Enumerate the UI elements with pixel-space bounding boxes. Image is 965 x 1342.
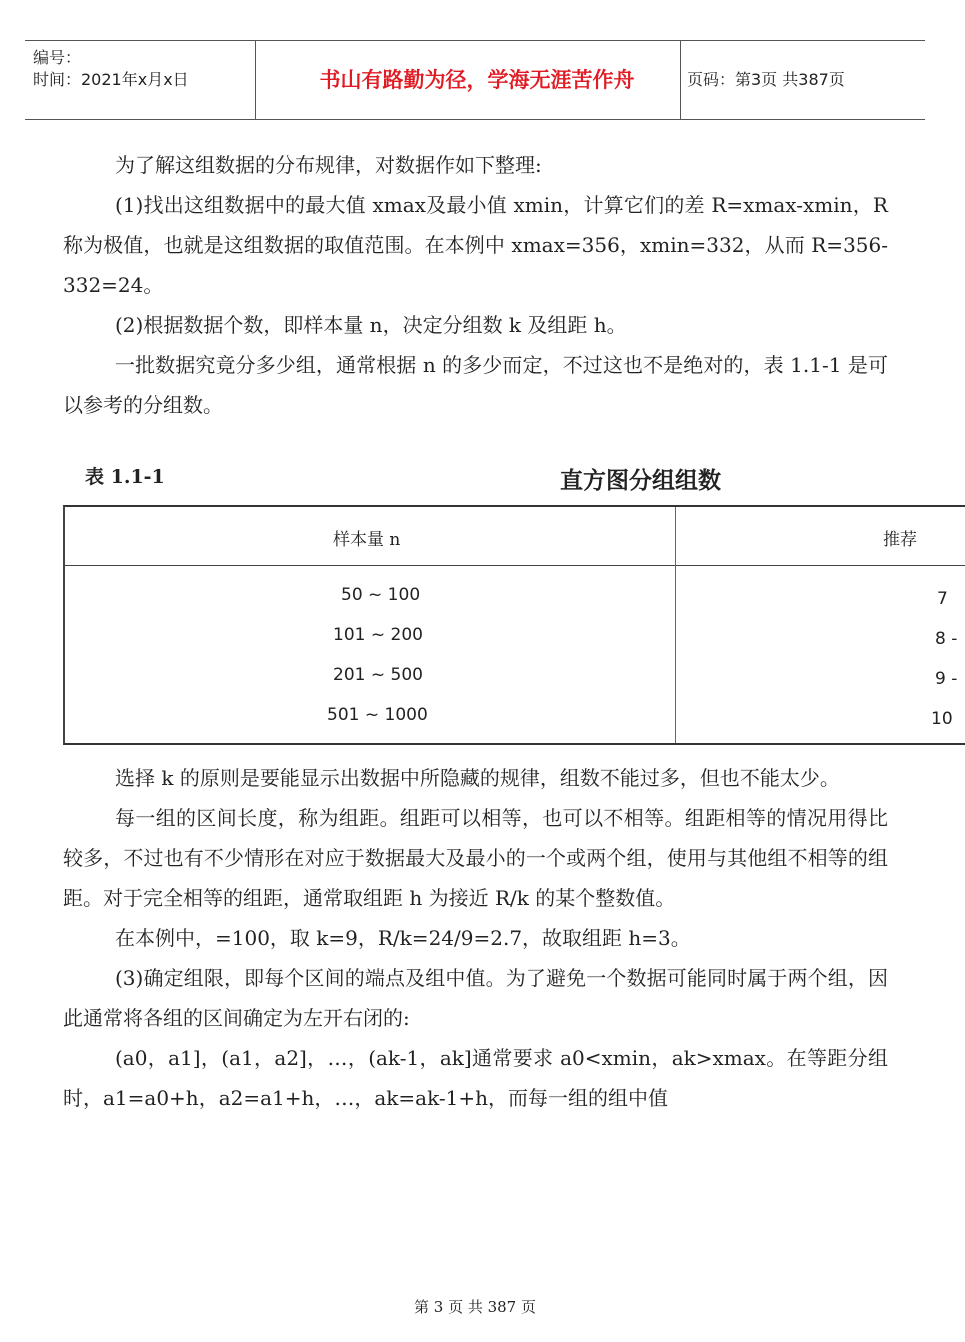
body-bottom bbox=[63, 758, 888, 1118]
header-meta bbox=[33, 47, 189, 91]
paragraph: (3)确定组限，即每个区间的端点及组中值。为了避免一个数据可能同时属于两个组，因此通常将各组的区间确定为左开右闭的: bbox=[63, 966, 888, 1030]
table-cell: 10 bbox=[931, 709, 953, 729]
paragraph: (1)找出这组数据中的最大值 xmax及最小值 xmin，计算它们的差 R=xmax-xmin，R 称为极值，也就是这组数据的取值范围。在本例中 xmax=356，xmin=332，从而 R=356-332=24。 bbox=[63, 193, 888, 297]
header-motto: 书山有路勤为径，学海无涯苦作舟 bbox=[319, 68, 635, 92]
table-title: 直方图分组组数 bbox=[560, 467, 721, 494]
page-info: 页码：第3页 共387页 bbox=[687, 70, 845, 89]
number-label: 编号： bbox=[33, 48, 82, 67]
paragraph: 在本例中，=100，取 k=9，R/k=24/9=2.7，故取组距 h=3。 bbox=[115, 926, 691, 950]
paragraph: 为了解这组数据的分布规律，对数据作如下整理: bbox=[115, 153, 542, 177]
table-cell: 101 ~ 200 bbox=[333, 625, 423, 645]
table-header-cell: 样本量 n bbox=[333, 530, 401, 550]
paragraph: (2)根据数据个数，即样本量 n，决定分组数 k 及组距 h。 bbox=[115, 313, 627, 337]
table-cell: 501 ~ 1000 bbox=[327, 705, 428, 725]
paragraph: (a0，a1]，(a1，a2]，…，(ak-1，ak]通常要求 a0<xmin，ak>xmax。在等距分组时，a1=a0+h，a2=a1+h，…，ak=ak-1+h，而每一组的组中值 bbox=[63, 1046, 888, 1110]
table-cell: 8 - bbox=[935, 629, 958, 649]
page-footer: 第 3 页 共 387 页 bbox=[413, 1298, 536, 1316]
table-header-cell: 推荐 bbox=[883, 530, 917, 550]
paragraph: 选择 k 的原则是要能显示出数据中所隐藏的规律，组数不能过多，但也不能太少。 bbox=[115, 766, 840, 790]
table-label: 表 1.1-1 bbox=[85, 466, 165, 488]
table-cell: 7 bbox=[937, 589, 948, 609]
table-cell: 9 - bbox=[935, 669, 958, 689]
table-column-rule bbox=[675, 507, 676, 743]
paragraph: 每一组的区间长度，称为组距。组距可以相等，也可以不相等。组距相等的情况用得比较多，不过也有不少情形在对应于数据最大及最小的一个或两个组，使用与其他组不相等的组距。对于完全相等的组距，通常取组距 h 为接近 R/k 的某个整数值。 bbox=[63, 806, 888, 910]
table-cell: 201 ~ 500 bbox=[333, 665, 423, 685]
date-label: 时间：2021年x月x日 bbox=[33, 70, 189, 89]
data-table bbox=[63, 505, 965, 745]
paragraph: 一批数据究竟分多少组，通常根据 n 的多少而定，不过这也不是绝对的，表 1.1-1 是可以参考的分组数。 bbox=[63, 353, 888, 417]
table-header-rule bbox=[65, 565, 965, 566]
page-header bbox=[25, 40, 925, 120]
table-cell: 50 ~ 100 bbox=[341, 585, 421, 605]
header-divider bbox=[680, 41, 681, 119]
header-divider bbox=[255, 41, 256, 119]
body-top bbox=[63, 145, 888, 425]
